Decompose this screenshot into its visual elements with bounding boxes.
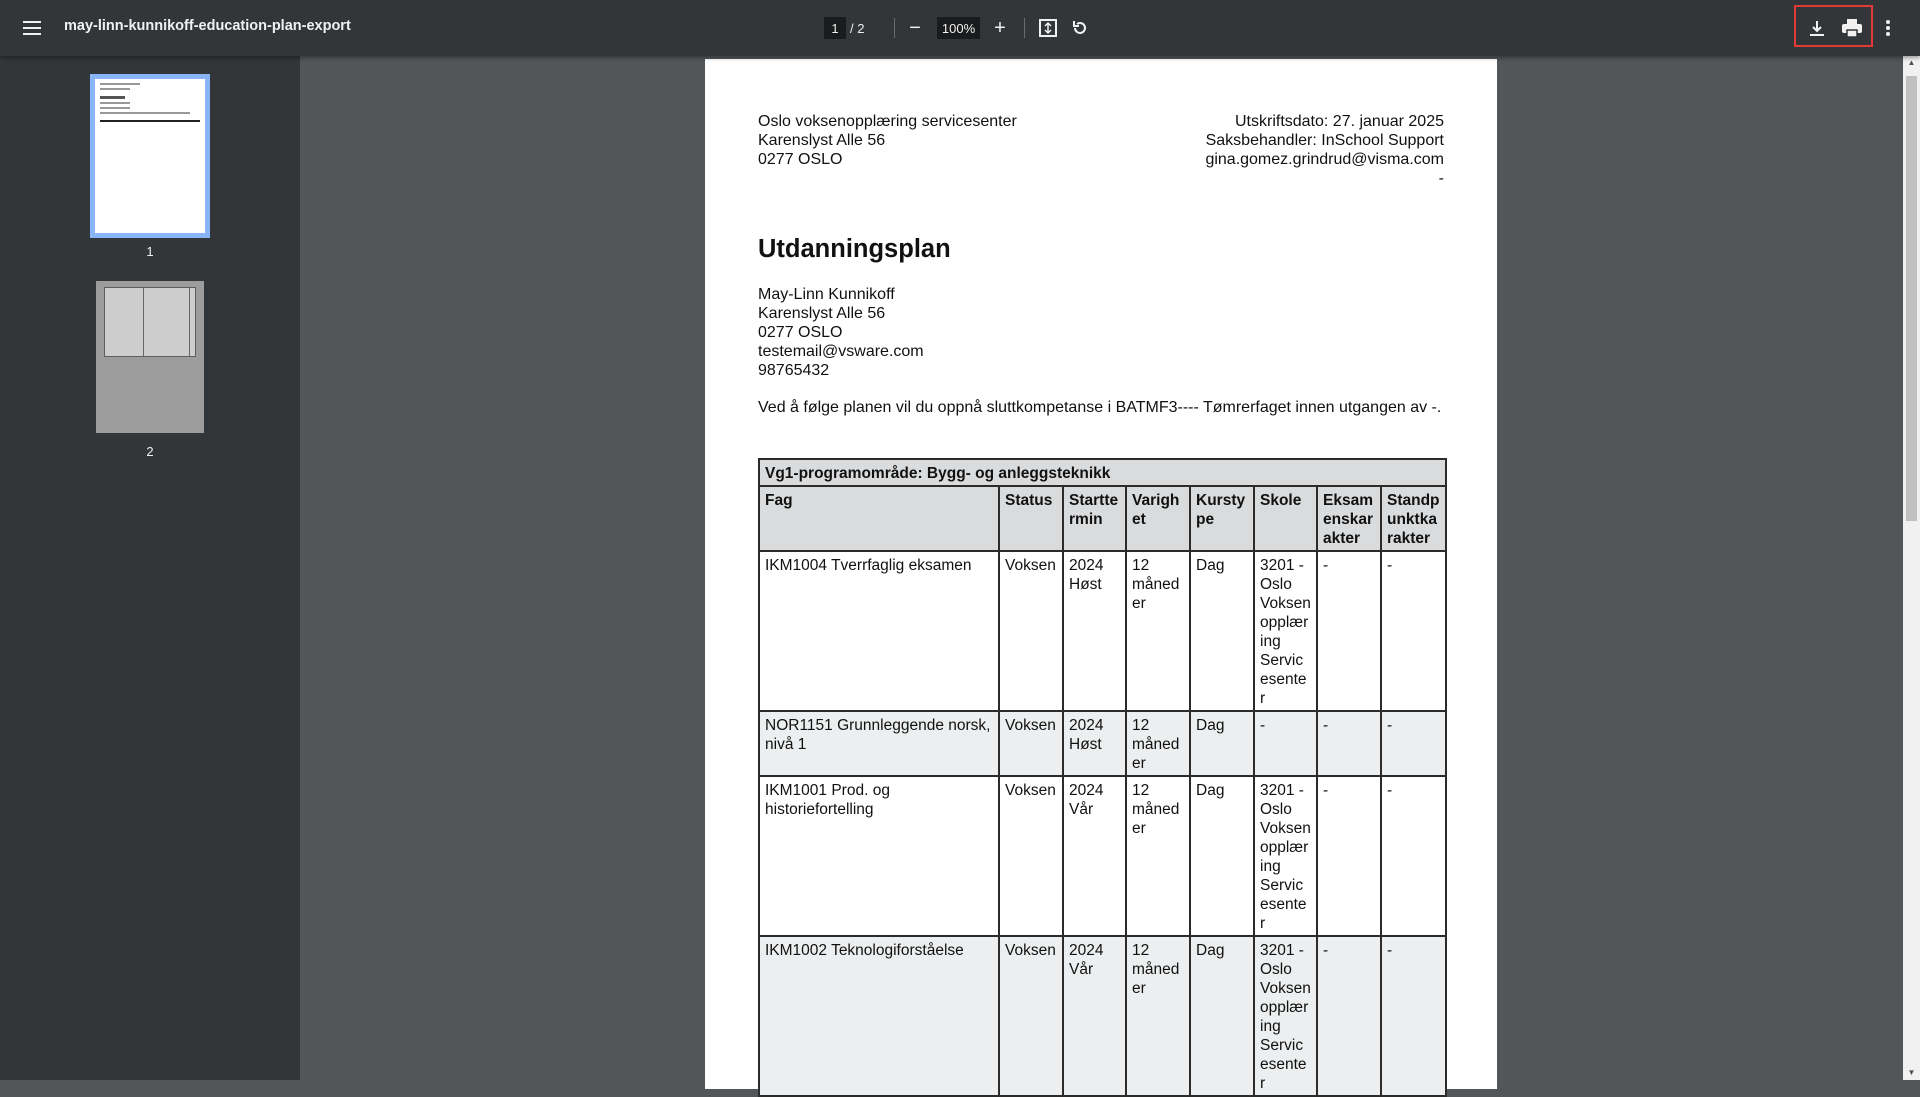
handler-email: gina.gomez.grindrud@visma.com <box>1205 151 1444 168</box>
rotate-icon <box>1071 19 1089 37</box>
table-cell: - <box>1381 776 1446 936</box>
table-cell: Voksen <box>999 936 1063 1096</box>
table-cell: 2024 Høst <box>1063 711 1126 776</box>
table-cell: Dag <box>1190 551 1254 711</box>
recipient-name: May-Linn Kunnikoff <box>758 286 895 303</box>
thumbnail-label: 1 <box>146 244 154 259</box>
column-header: Skole <box>1254 486 1317 551</box>
table-cell: - <box>1317 776 1381 936</box>
table-cell: Voksen <box>999 776 1063 936</box>
page-title: Utdanningsplan <box>758 235 951 263</box>
page-thumbnail-1[interactable] <box>90 74 210 238</box>
table-cell: 2024 Vår <box>1063 936 1126 1096</box>
print-date: Utskriftsdato: 27. januar 2025 <box>1234 113 1444 130</box>
zoom-input[interactable]: 100% <box>937 17 980 39</box>
section-header: Vg1-programområde: Bygg- og anleggsteknikk <box>759 459 1446 486</box>
table-cell: 12 måneder <box>1126 551 1190 711</box>
thumbnail-preview <box>104 287 196 357</box>
scroll-down-icon[interactable]: ▼ <box>1907 1068 1916 1077</box>
print-icon <box>1842 19 1862 37</box>
recipient-street: Karenslyst Alle 56 <box>758 305 886 322</box>
table-cell: IKM1002 Teknologiforståelse <box>759 936 999 1096</box>
table-cell: Voksen <box>999 551 1063 711</box>
table-cell: - <box>1317 936 1381 1096</box>
table-cell: 3201 - Oslo Voksenopplæring Servicesenter <box>1254 936 1317 1096</box>
divider <box>1024 18 1025 38</box>
print-button[interactable] <box>1838 14 1866 42</box>
table-cell: - <box>1381 551 1446 711</box>
table-cell: NOR1151 Grunnleggende norsk, nivå 1 <box>759 711 999 776</box>
page-thumbnail-2[interactable] <box>96 281 204 433</box>
recipient-email: testemail@vsware.com <box>758 343 924 360</box>
table-cell: Dag <box>1190 776 1254 936</box>
menu-button[interactable] <box>18 14 46 42</box>
table-cell: Dag <box>1190 936 1254 1096</box>
menu-icon <box>23 21 41 35</box>
table-cell: 2024 Høst <box>1063 551 1126 711</box>
thumbnail-preview <box>100 83 200 122</box>
case-handler: Saksbehandler: InSchool Support <box>1205 132 1444 149</box>
table-cell: IKM1001 Prod. og historiefortelling <box>759 776 999 936</box>
sender-city: 0277 OSLO <box>758 151 843 168</box>
table-cell: Voksen <box>999 711 1063 776</box>
table-cell: - <box>1381 711 1446 776</box>
table-cell: - <box>1317 551 1381 711</box>
table-cell: 3201 - Oslo Voksenopplæring Servicesenter <box>1254 551 1317 711</box>
thumbnail-label: 2 <box>146 444 154 459</box>
divider <box>894 18 895 38</box>
page-number-input[interactable]: 1 <box>824 17 846 39</box>
fit-page-button[interactable] <box>1036 16 1060 40</box>
column-header: Varighet <box>1126 486 1190 551</box>
recipient-phone: 98765432 <box>758 362 830 379</box>
more-options-button[interactable] <box>1878 14 1898 42</box>
sender-address <box>758 112 1017 169</box>
table-cell: - <box>1317 711 1381 776</box>
table-cell: - <box>1381 936 1446 1096</box>
document-meta <box>1205 112 1444 188</box>
table-row <box>759 776 1446 936</box>
column-header: Kurstype <box>1190 486 1254 551</box>
column-header: Eksamenskarakter <box>1317 486 1381 551</box>
table-cell: Dag <box>1190 711 1254 776</box>
sender-name: Oslo voksenopplæring servicesenter <box>758 113 1017 130</box>
more-vert-icon <box>1886 20 1890 36</box>
pdf-page <box>705 59 1497 1092</box>
scroll-up-icon[interactable]: ▲ <box>1907 58 1916 67</box>
document-title: may-linn-kunnikoff-education-plan-export <box>64 18 351 34</box>
table-cell: 12 måneder <box>1126 711 1190 776</box>
column-header: Fag <box>759 486 999 551</box>
download-icon <box>1809 20 1825 36</box>
zoom-out-button[interactable]: − <box>909 16 921 39</box>
table-cell: 3201 - Oslo Voksenopplæring Servicesenter <box>1254 776 1317 936</box>
download-button[interactable] <box>1804 14 1830 42</box>
zoom-in-button[interactable]: + <box>994 16 1006 39</box>
pdf-toolbar <box>0 0 1920 56</box>
table-cell: - <box>1254 711 1317 776</box>
column-header: Status <box>999 486 1063 551</box>
rotate-button[interactable] <box>1068 16 1092 40</box>
fit-page-icon <box>1039 19 1057 37</box>
column-header: Starttermin <box>1063 486 1126 551</box>
table-row <box>759 551 1446 711</box>
table-row <box>759 711 1446 776</box>
table-row <box>759 936 1446 1096</box>
page-total: / 2 <box>850 20 865 36</box>
recipient-city: 0277 OSLO <box>758 324 843 341</box>
table-cell: 12 måneder <box>1126 776 1190 936</box>
table-cell: 2024 Vår <box>1063 776 1126 936</box>
plan-summary: Ved å følge planen vil du oppnå sluttkompetanse i BATMF3---- Tømrerfaget innen utgangen av -. <box>758 399 1442 416</box>
sender-street: Karenslyst Alle 56 <box>758 132 886 149</box>
table-cell: IKM1004 Tverrfaglig eksamen <box>759 551 999 711</box>
table-cell: 12 måneder <box>1126 936 1190 1096</box>
handler-extra: - <box>1438 170 1444 187</box>
recipient-block <box>758 285 924 380</box>
scrollbar-thumb[interactable] <box>1906 76 1917 521</box>
column-header: Standpunktkarakter <box>1381 486 1446 551</box>
education-plan-table <box>758 458 1447 1097</box>
